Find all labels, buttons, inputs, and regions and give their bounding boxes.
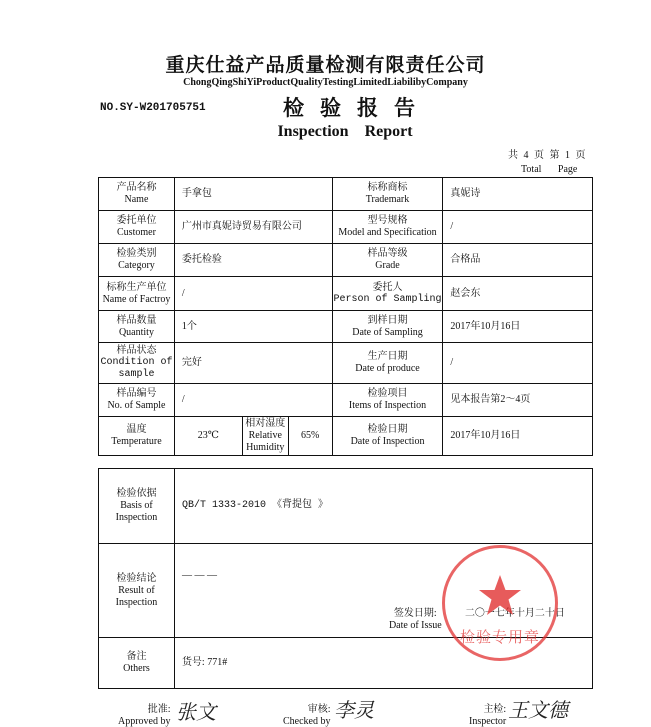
basis-value: QB/T 1333-2010 《背提包 》 <box>174 469 592 544</box>
inspector-label: 主检: Inspector <box>469 704 507 727</box>
table-row <box>99 311 593 343</box>
issue-date-label: 签发日期: Date of Issue <box>388 608 442 631</box>
issue-date-value: 二〇一七年十月二十日 <box>464 608 565 619</box>
date-sampling-value: 2017年10月16日 <box>443 311 593 343</box>
grade-value: 合格品 <box>443 244 593 277</box>
produce-value: / <box>443 343 593 384</box>
condition-value: 完好 <box>174 343 332 384</box>
company-name-cn: 重庆仕益产品质量检测有限责任公司 <box>165 54 486 76</box>
category-value: 委托检验 <box>174 244 332 277</box>
title-cn: 检验报告 <box>283 96 431 120</box>
produce-label: 生产日期 Date of produce <box>332 343 443 384</box>
grade-label: 样品等级 Grade <box>332 244 443 277</box>
table-row <box>99 417 593 456</box>
factory-value: / <box>174 277 332 311</box>
title-en: Inspection Report <box>277 123 413 140</box>
trademark-value: 真妮诗 <box>443 178 593 211</box>
table-row <box>99 469 593 544</box>
condition-label: 样品状态 Condition of sample <box>99 343 175 384</box>
quantity-value: 1个 <box>174 311 332 343</box>
items-label: 检验项目 Items of Inspection <box>332 384 443 417</box>
company-name-en: ChongQingShiYiProductQualityTestingLimitedLiabilibyCompany <box>183 77 468 88</box>
table-row <box>99 244 593 277</box>
humidity-label: 相对湿度 Relative Humidity <box>242 417 288 456</box>
trademark-label: 标称商标 Trademark <box>332 178 443 211</box>
table-row <box>99 343 593 384</box>
humidity-value: 65% <box>288 417 332 456</box>
result-value: — — — 签发日期: Date of Issue 二〇一七年十月二十日 <box>174 544 592 638</box>
inspector-signature: 王文德 <box>508 698 568 722</box>
table-row <box>99 211 593 244</box>
others-value: 货号: 771# <box>174 638 592 689</box>
quantity-label: 样品数量 Quantity <box>99 311 175 343</box>
table-row <box>99 384 593 417</box>
others-label: 备注 Others <box>99 638 175 689</box>
checked-label: 审核: Checked by <box>283 704 331 727</box>
name-label: 产品名称 Name <box>99 178 175 211</box>
star-icon <box>478 574 522 616</box>
factory-label: 标称生产单位 Name of Factroy <box>99 277 175 311</box>
model-value: / <box>443 211 593 244</box>
checked-signature: 李灵 <box>334 698 374 722</box>
customer-value: 广州市真妮诗贸易有限公司 <box>174 211 332 244</box>
temp-label: 温度 Temperature <box>99 417 175 456</box>
page-count-en: Total Page <box>521 164 578 175</box>
person-label: 委托人 Person of Sampling <box>332 277 443 311</box>
customer-label: 委托单位 Customer <box>99 211 175 244</box>
date-sampling-label: 到样日期 Date of Sampling <box>332 311 443 343</box>
name-value: 手拿包 <box>174 178 332 211</box>
seal-bottom-text: 检验专用章 <box>459 628 540 646</box>
approved-label: 批准: Approved by <box>118 704 171 727</box>
result-label: 检验结论 Result of Inspection <box>99 544 175 638</box>
category-label: 检验类别 Category <box>99 244 175 277</box>
date-insp-value: 2017年10月16日 <box>443 417 593 456</box>
table-row <box>99 178 593 211</box>
approved-signature: 张文 <box>176 700 216 724</box>
table-row <box>99 277 593 311</box>
model-label: 型号规格 Model and Specification <box>332 211 443 244</box>
date-insp-label: 检验日期 Date of Inspection <box>332 417 443 456</box>
person-value: 赵会东 <box>443 277 593 311</box>
page-count-cn: 共 4 页 第 1 页 <box>508 150 586 161</box>
report-number: NO.SY-W201705751 <box>100 102 206 114</box>
sample-no-value: / <box>174 384 332 417</box>
sample-no-label: 样品编号 No. of Sample <box>99 384 175 417</box>
basis-label: 检验依据 Basis of Inspection <box>99 469 175 544</box>
temp-value: 23℃ <box>174 417 242 456</box>
info-table <box>98 177 593 456</box>
items-value: 见本报告第2～4页 <box>443 384 593 417</box>
